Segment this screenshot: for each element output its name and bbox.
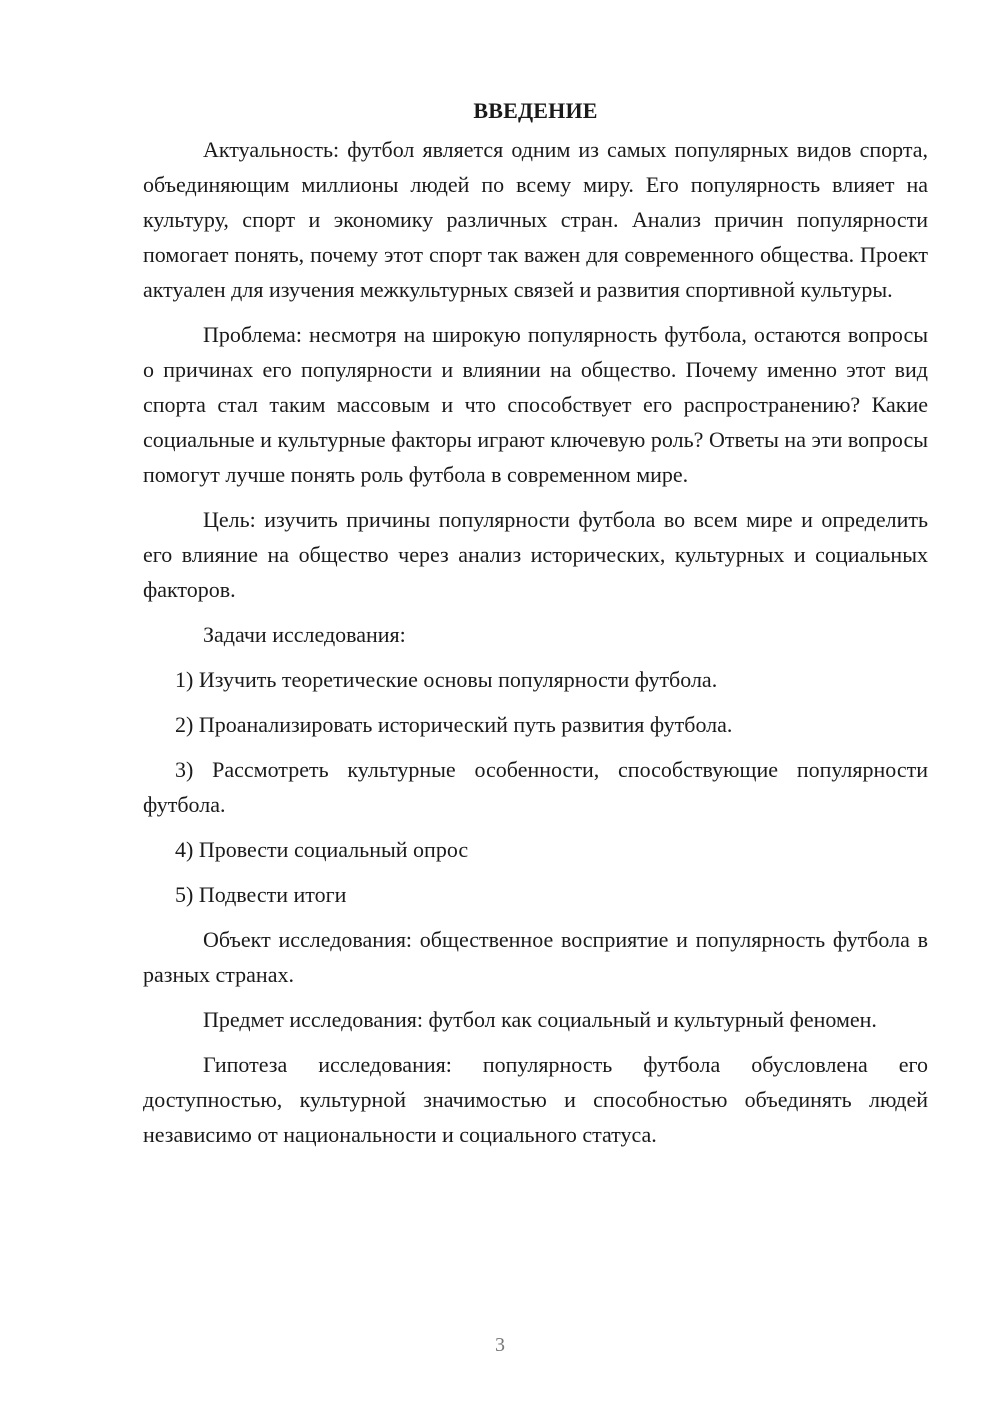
paragraph-problem: Проблема: несмотря на широкую популярность футбола, остаются вопросы о причинах его популярности и влиянии на общество. Почему именно этот вид спорта стал таким массовым и что способствует его распространению? Какие социальные и культурные факторы играют ключевую роль? Ответы на эти вопросы помогут лучше понять роль футбола в современном мире. [143, 322, 928, 487]
task-item-1: 1) Изучить теоретические основы популярности футбола. [175, 667, 718, 692]
paragraph-relevance: Актуальность: футбол является одним из самых популярных видов спорта, объединяющим миллионы людей по всему миру. Его популярность влияет на культуру, спорт и экономику различных стран. Анализ причин популярности помогает понять, почему этот спорт так важен для современного общества. Проект актуален для изучения межкультурных связей и развития спортивной культуры. [143, 137, 928, 302]
document-page [143, 96, 928, 1162]
task-item-3: 3) Рассмотреть культурные особенности, способствующие популярности футбола. [143, 757, 928, 817]
tasks-heading: Задачи исследования: [203, 622, 406, 647]
task-item-5: 5) Подвести итоги [175, 882, 347, 907]
page-title: ВВЕДЕНИЕ [473, 98, 598, 123]
paragraph-goal: Цель: изучить причины популярности футбола во всем мире и определить его влияние на общество через анализ исторических, культурных и социальных факторов. [143, 507, 928, 602]
task-item-2: 2) Проанализировать исторический путь развития футбола. [175, 712, 733, 737]
paragraph-subject: Предмет исследования: футбол как социальный и культурный феномен. [203, 1007, 877, 1032]
paragraph-hypothesis: Гипотеза исследования: популярность футбола обусловлена его доступностью, культурной значимостью и способностью объединять людей независимо от национальности и социального статуса. [143, 1052, 928, 1147]
paragraph-object: Объект исследования: общественное восприятие и популярность футбола в разных странах. [143, 927, 928, 987]
page-number: 3 [495, 1334, 505, 1356]
task-item-4: 4) Провести социальный опрос [175, 837, 469, 862]
